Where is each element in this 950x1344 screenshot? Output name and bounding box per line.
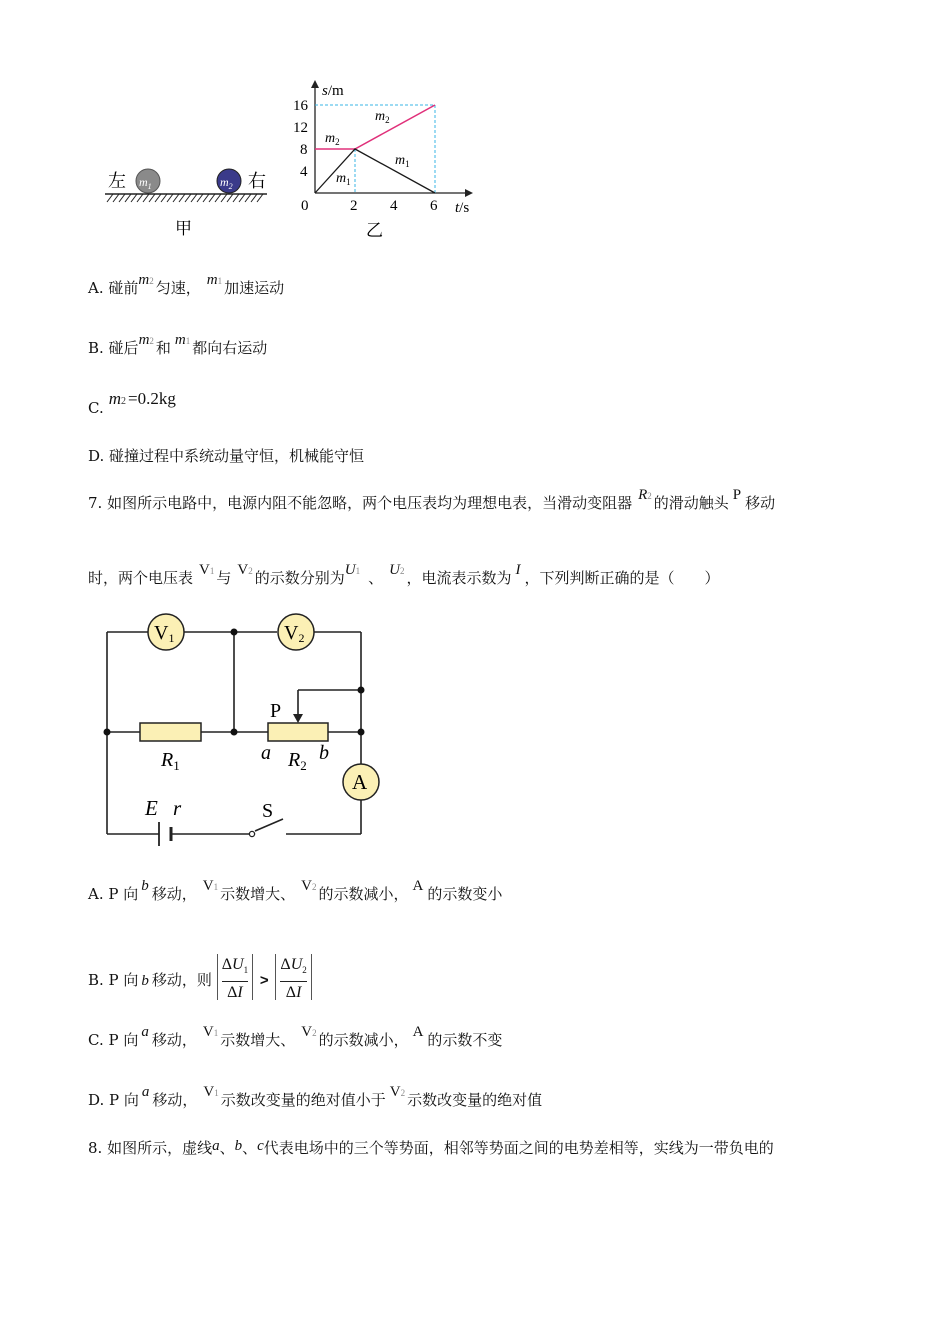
symbol-v2: V2 bbox=[301, 1024, 317, 1040]
symbol-v1: V1 bbox=[203, 1084, 219, 1100]
left-label: 左 bbox=[108, 171, 126, 191]
y-tick-4: 4 bbox=[300, 164, 308, 180]
q7-option-b: B. P 向 b 移动，则 $\frac{\Delta U_1}{\Delta I}$ > $\frac{\Delta U_2}{\Delta I}$ bbox=[88, 958, 312, 1004]
fraction-du1-di: $\frac{\Delta U_1}{\Delta I}$ bbox=[217, 954, 253, 1000]
symbol-u1: U1 bbox=[344, 562, 361, 578]
label-e: E bbox=[145, 796, 158, 820]
symbol-m1: m1 bbox=[174, 332, 191, 348]
q6-option-b: B. 碰后m2 和 m1 都向右运动 bbox=[88, 332, 268, 357]
ball-m1-label: $m_1$ bbox=[139, 175, 152, 191]
x-tick-4: 4 bbox=[390, 198, 398, 214]
x-axis-arrow bbox=[465, 189, 473, 197]
symbol-a: A bbox=[412, 878, 424, 894]
q7-option-a: A. P 向 b 移动， V1 示数增大、 V2 的示数减小， A 的示数变小 bbox=[88, 878, 503, 903]
slider-arrow bbox=[293, 714, 303, 723]
y-axis-label: s/m bbox=[322, 83, 344, 99]
symbol-m2: m2 bbox=[108, 389, 126, 408]
right-label: 右 bbox=[248, 171, 266, 191]
symbol-v1: V1 bbox=[199, 562, 215, 578]
label-r1: $R_1$ bbox=[161, 749, 180, 773]
q6-option-c: C. m2 =0.2kg bbox=[88, 389, 176, 417]
symbol-u2: U2 bbox=[389, 562, 405, 578]
switch-contact bbox=[249, 831, 254, 836]
symbol-m1: m1 bbox=[206, 272, 223, 288]
voltmeter-v1-label: V1 bbox=[154, 622, 175, 645]
m1-trajectory bbox=[315, 149, 435, 193]
symbol-v1: V1 bbox=[202, 878, 219, 894]
symbol-m2: m2 bbox=[138, 332, 154, 348]
q6-option-a: A. 碰前m2 匀速， m1 加速运动 bbox=[88, 272, 285, 297]
caption-yi: 乙 bbox=[366, 221, 383, 240]
label-s: S bbox=[262, 800, 274, 822]
label-r: r bbox=[173, 796, 182, 820]
symbol-r2: R2 bbox=[638, 487, 652, 503]
y-tick-12: 12 bbox=[293, 120, 308, 136]
y-tick-8: 8 bbox=[300, 142, 308, 158]
fraction-du2-di: $\frac{\Delta U_2}{\Delta I}$ bbox=[275, 954, 311, 1000]
symbol-v2: V2 bbox=[389, 1084, 406, 1100]
q6-option-d: D. 碰撞过程中系统动量守恒，机械能守恒 bbox=[88, 447, 365, 465]
label-r2: $R_2$ bbox=[288, 749, 307, 773]
x-tick-6: 6 bbox=[430, 198, 438, 214]
label-m2-after: $m_2$ bbox=[375, 109, 390, 125]
symbol-v2: V2 bbox=[237, 562, 253, 578]
label-m1-before: $m_1$ bbox=[336, 171, 351, 187]
q7-line2: 时，两个电压表 V1 与 V2 的示数分别为U1 、 U2 ，电流表示数为 I ，下列判断正确的是（ ） bbox=[88, 562, 720, 587]
circuit-diagram bbox=[95, 608, 385, 848]
ball-m2-label: $m_2$ bbox=[220, 175, 233, 191]
collision-figure bbox=[95, 76, 495, 246]
symbol-m2: m2 bbox=[138, 272, 154, 288]
label-m1-after: $m_1$ bbox=[395, 153, 410, 169]
resistor-r2 bbox=[268, 723, 328, 741]
symbol-v2: V2 bbox=[301, 878, 317, 894]
ammeter-label: A bbox=[352, 770, 368, 794]
caption-jia: 甲 bbox=[175, 219, 192, 238]
label-p: P bbox=[270, 700, 282, 722]
resistor-r1 bbox=[140, 723, 201, 741]
label-b: b bbox=[319, 742, 329, 764]
voltmeter-v2-label: V2 bbox=[284, 622, 305, 645]
y-tick-16: 16 bbox=[293, 98, 308, 114]
x-tick-2: 2 bbox=[350, 198, 358, 214]
ground-hatch bbox=[107, 194, 263, 202]
label-a: a bbox=[261, 742, 271, 764]
symbol-a: A bbox=[412, 1024, 424, 1040]
symbol-v1: V1 bbox=[202, 1024, 219, 1040]
q7-option-c: C. P 向 a 移动， V1 示数增大、 V2 的示数减小， A 的示数不变 bbox=[88, 1024, 503, 1049]
x-tick-0: 0 bbox=[301, 198, 309, 214]
q8-line1: 8. 如图所示，虚线a、b、c代表电场中的三个等势面，相邻等势面之间的电势差相等，实线为一带负电的 bbox=[88, 1138, 774, 1157]
symbol-i: I bbox=[515, 562, 521, 578]
y-axis-arrow bbox=[311, 80, 319, 88]
q7-option-d: D. P 向 a 移动， V1 示数改变量的绝对值小于 V2 示数改变量的绝对值 bbox=[88, 1084, 543, 1109]
label-m2-before: $m_2$ bbox=[325, 131, 340, 147]
x-axis-label: t/s bbox=[455, 200, 470, 216]
q7-line1: 7. 如图所示电路中，电源内阻不能忽略，两个电压表均为理想电表，当滑动变阻器 R2 的滑动触头 P 移动 bbox=[88, 487, 776, 512]
